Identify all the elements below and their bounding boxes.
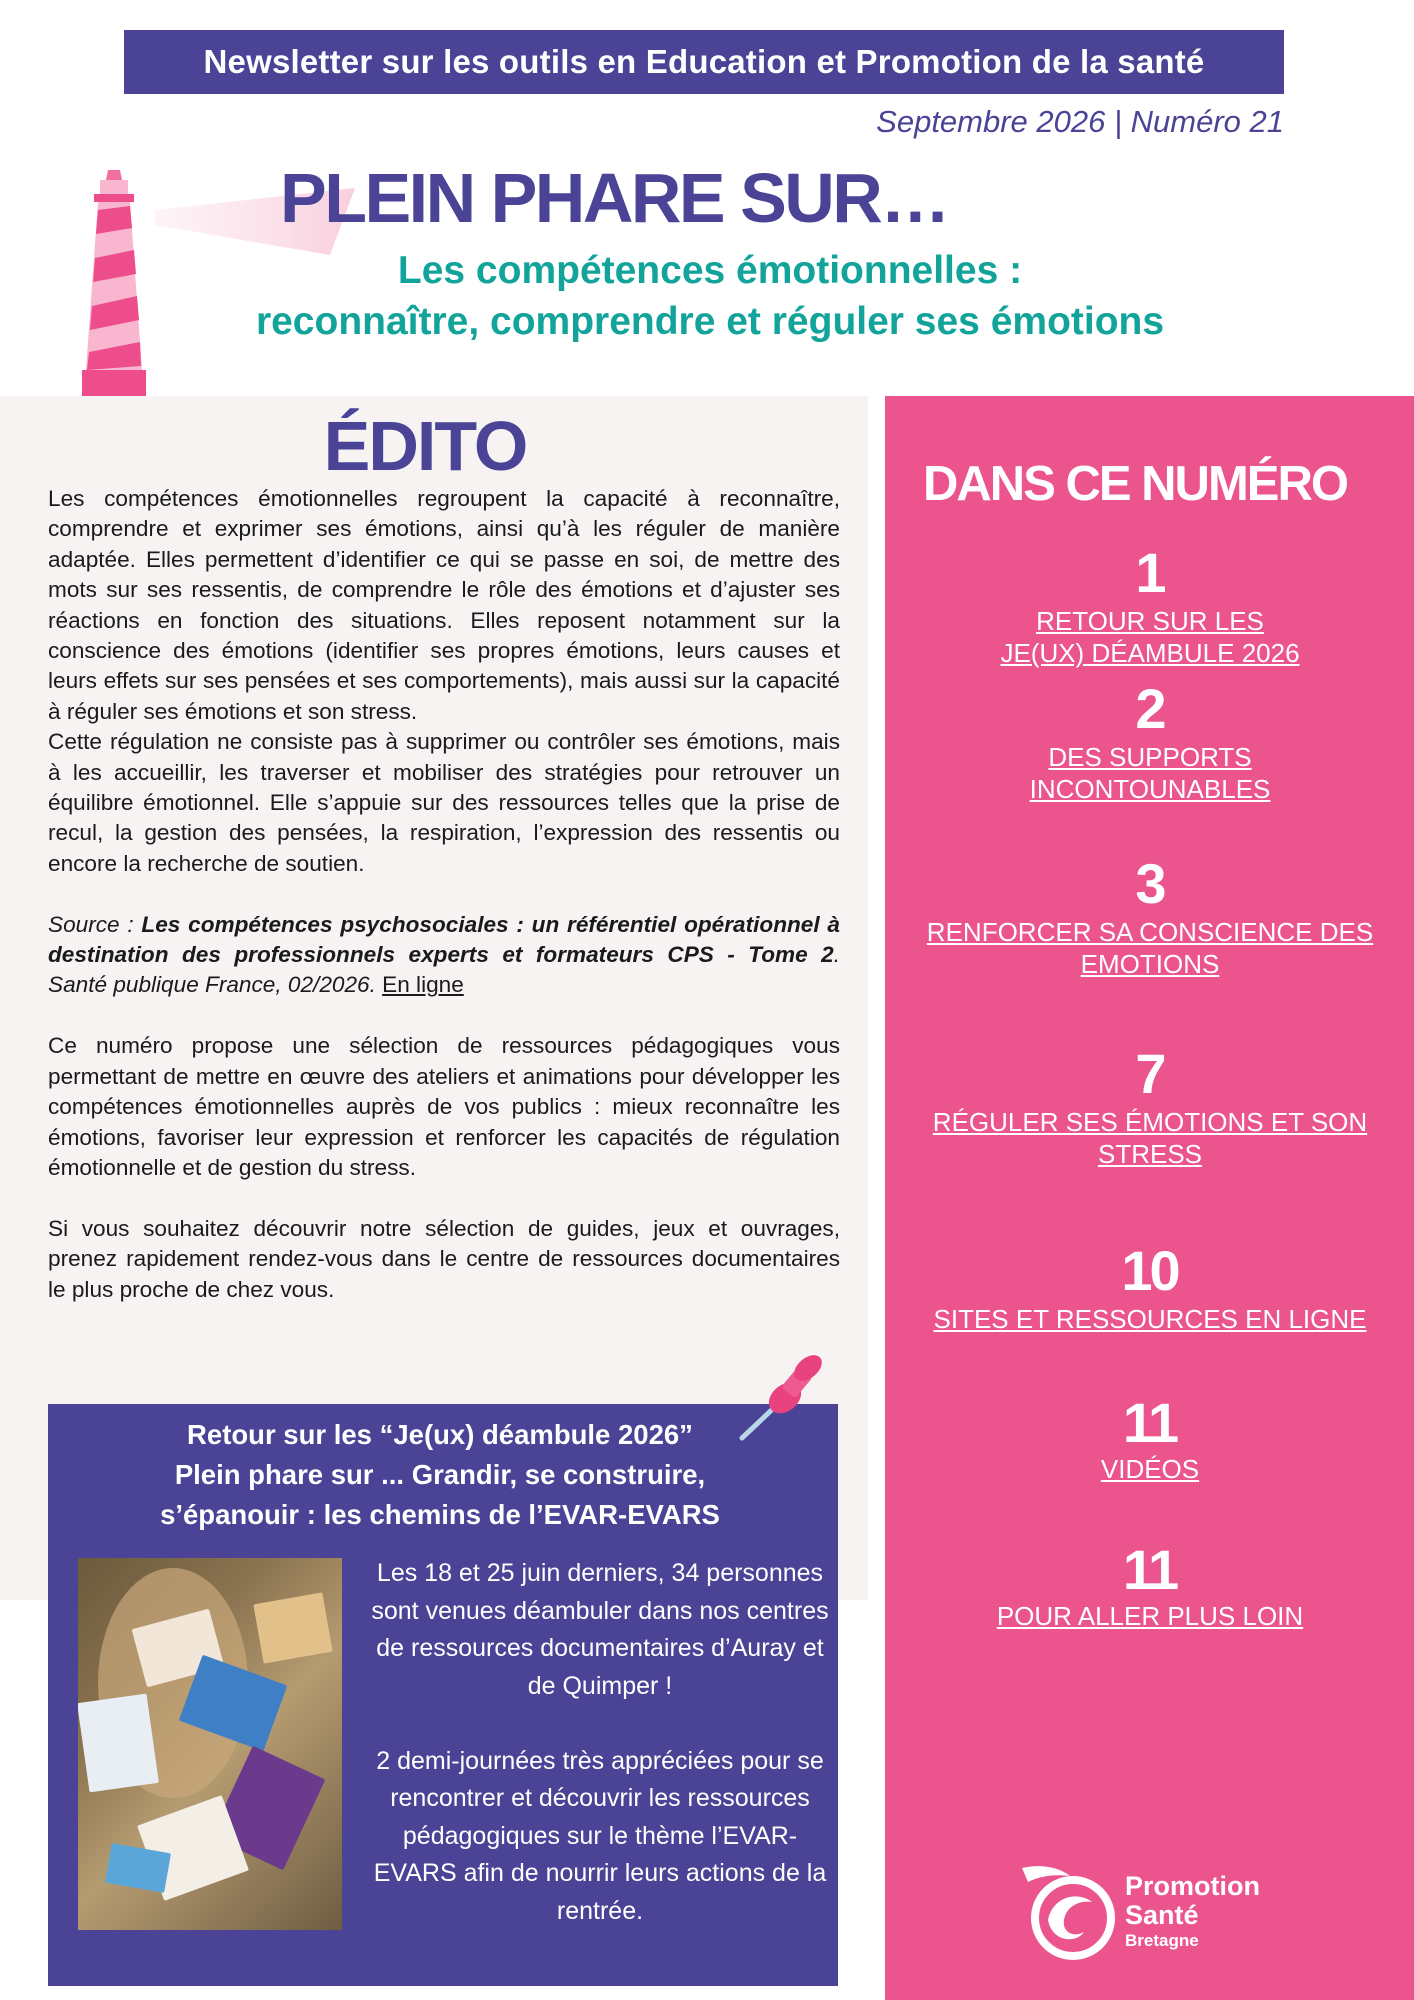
edito-paragraph: Les compétences émotionnelles regroupent la capacité à reconnaître, comprendre et exprimer ses émotions, ainsi qu’à les réguler de manière adaptée. Elles permettent d’identifier ce qui se passe en soi, de mettre des mots sur ses ressentis, de comprendre le rôle des émotions et d’ajuster ses réactions en fonction des situations. Elles reposent notamment sur la conscience des émotions (identifier ses propres émotions, leurs causes et leurs effets sur ses pensées et ses comportements), mais aussi sur la capacité à réguler ses émotions et son stress.	[48, 486, 840, 724]
toc-link-videos[interactable]	[905, 1453, 1395, 1485]
edito-source	[48, 910, 840, 1001]
toc-page-number: 10	[1121, 1239, 1178, 1302]
toc-link-line: POUR ALLER PLUS LOIN	[996, 1601, 1304, 1631]
source-online-link[interactable]: En ligne	[382, 972, 464, 998]
logo-text	[1125, 1872, 1260, 1952]
toc-page-number: 1	[1135, 541, 1164, 604]
toc-link-reguler[interactable]	[905, 1106, 1395, 1170]
toc-link-line: JE(UX) DÉAMBULE 2026	[1000, 638, 1300, 668]
logo-line-3: Bretagne	[1125, 1931, 1199, 1950]
toc-page-number: 11	[1122, 1391, 1177, 1454]
edito-paragraph: Ce numéro propose une sélection de ressources pédagogiques vous permettant de mettre en œuvre des ateliers et animations pour développer les compétences émotionnelles auprès de vos publics : mieux reconnaître les émotions, favoriser leur expression et renforcer les capacités de régulation émotionnelle et de gestion du stress.	[48, 1033, 840, 1180]
logo-line-2: Santé	[1125, 1900, 1199, 1930]
edito-paragraph: Cette régulation ne consiste pas à supprimer ou contrôler ses émotions, mais à les accueillir, les traverser et mobiliser des stratégies pour retrouver un équilibre émotionnel. Elle s’appuie sur des ressources telles que la prise de recul, la gestion des pensées, la respiration, l’expression des ressentis ou encore la recherche de soutien.	[48, 729, 840, 876]
toc-link-retour[interactable]	[905, 605, 1395, 669]
toc-link-supports[interactable]	[905, 741, 1395, 805]
toc-link-line: RENFORCER SA CONSCIENCE DES	[926, 917, 1374, 947]
toc-link-line: INCONTOUNABLES	[1029, 774, 1271, 804]
edito-title: ÉDITO	[323, 407, 527, 485]
edito-text	[48, 484, 840, 1305]
toc-link-sites[interactable]	[905, 1303, 1395, 1335]
toc-link-line: VIDÉOS	[1100, 1454, 1200, 1484]
logo-line-1: Promotion	[1125, 1871, 1260, 1901]
toc-title: DANS CE NUMÉRO	[923, 457, 1347, 511]
newsletter-banner: Newsletter sur les outils en Education et Promotion de la santé	[124, 30, 1284, 94]
issue-date: Septembre 2026 | Numéro 21	[876, 104, 1284, 139]
feature-box-title	[80, 1415, 800, 1535]
toc-link-line: STRESS	[1097, 1139, 1203, 1169]
edito-paragraph: Si vous souhaitez découvrir notre sélection de guides, jeux et ouvrages, prenez rapidement rendez-vous dans le centre de ressources documentaires le plus proche de chez vous.	[48, 1215, 840, 1302]
toc-link-line: DES SUPPORTS	[1048, 742, 1252, 772]
feature-title-line-2: Plein phare sur ... Grandir, se construire,	[174, 1459, 706, 1490]
toc-link-line: EMOTIONS	[1080, 949, 1220, 979]
source-label: Source :	[48, 911, 142, 937]
feature-box-text	[370, 1555, 830, 1930]
subtitle	[180, 245, 1240, 347]
feature-paragraph: 2 demi-journées très appréciées pour se rencontrer et découvrir les ressources pédagogiques sur le thème l’EVAR-EVARS afin de nourrir leurs actions de la rentrée.	[373, 1746, 827, 1925]
toc-link-line: SITES ET RESSOURCES EN LIGNE	[933, 1304, 1367, 1334]
toc-page-number: 3	[1135, 852, 1164, 915]
toc-link-plus-loin[interactable]	[905, 1600, 1395, 1632]
toc-page-number: 7	[1135, 1042, 1164, 1105]
subtitle-line-1: Les compétences émotionnelles :	[397, 249, 1023, 292]
toc-link-line: RETOUR SUR LES	[1036, 606, 1264, 636]
feature-title-line-1: Retour sur les “Je(ux) déambule 2026”	[187, 1419, 693, 1450]
main-title: PLEIN PHARE SUR…	[280, 159, 948, 237]
feature-title-line-3: s’épanouir : les chemins de l’EVAR-EVARS	[160, 1499, 720, 1530]
subtitle-line-2: reconnaître, comprendre et réguler ses émotions	[255, 300, 1165, 343]
toc-link-line: RÉGULER SES ÉMOTIONS ET SON	[932, 1107, 1368, 1137]
feature-paragraph: Les 18 et 25 juin derniers, 34 personnes sont venues déambuler dans nos centres de ressources documentaires d’Auray et de Quimper !	[371, 1559, 829, 1700]
workshop-photo	[78, 1558, 342, 1930]
source-title: Les compétences psychosociales : un référentiel opérationnel à destination des professionnels experts et formateurs CPS - Tome 2	[48, 911, 840, 968]
toc-page-number: 11	[1122, 1538, 1177, 1601]
toc-page-number: 2	[1135, 677, 1164, 740]
source-publisher: . Santé publique France, 02/2026.	[48, 942, 840, 998]
toc-link-conscience[interactable]	[905, 916, 1395, 980]
